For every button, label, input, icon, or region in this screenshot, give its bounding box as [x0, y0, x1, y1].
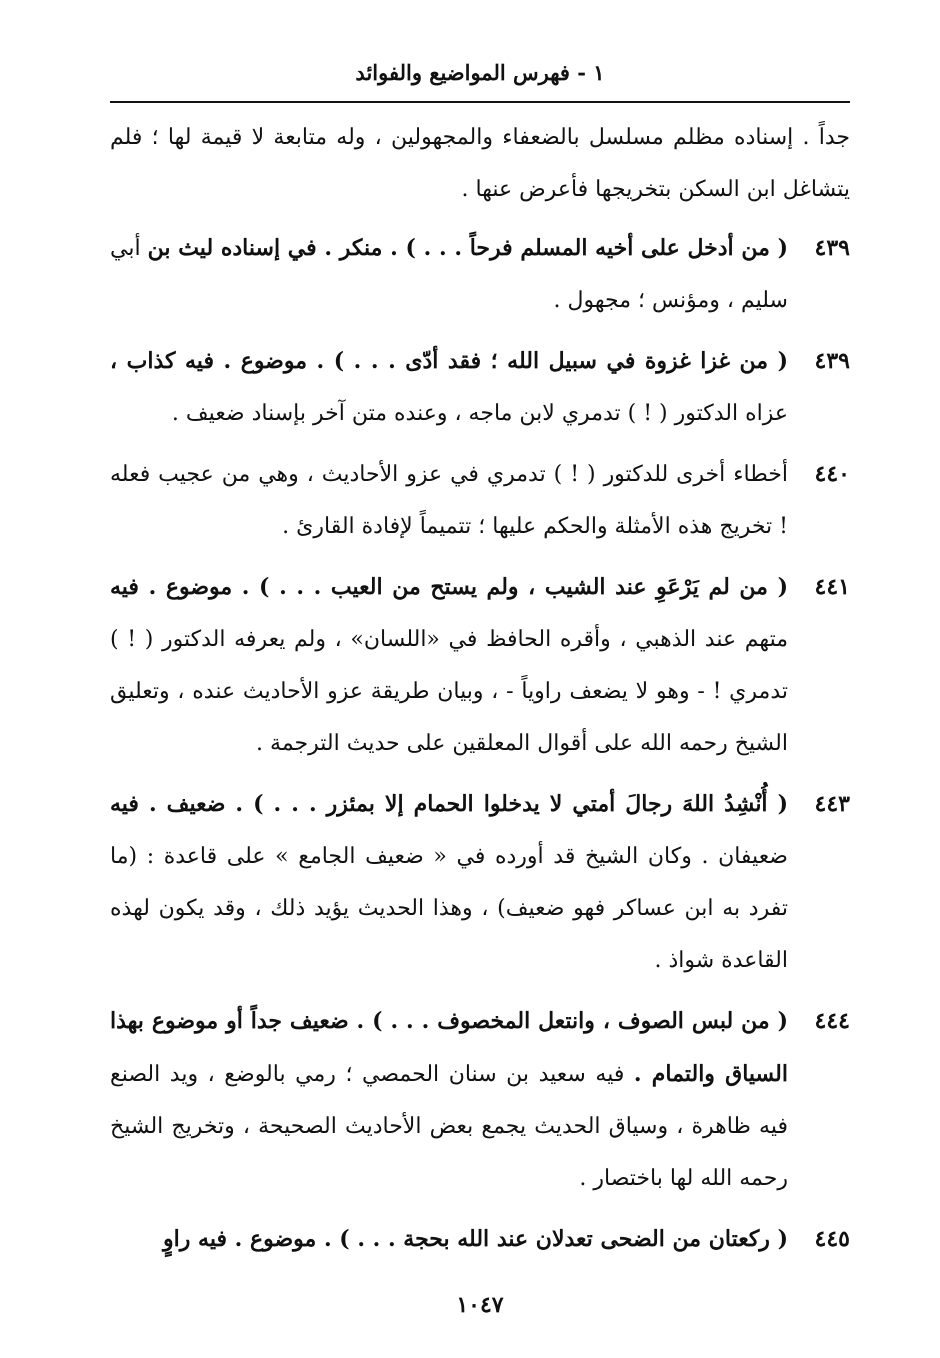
- running-head: ١ - فهرس المواضيع والفوائد: [355, 60, 605, 85]
- entry-commentary: ضعيفان . وكان الشيخ قد أورده في « ضعيف الجامع » على قاعدة : (ما تفرد به ابن عساكر فهو ضعيف) ، وهذا الحديث يؤيد ذلك ، وقد يكون لهذه القاعدة شواذ .: [110, 844, 788, 973]
- entry-443: [110, 778, 850, 987]
- entry-text: [110, 561, 788, 770]
- entry-number: ٤٤٥: [814, 1226, 850, 1252]
- entry-number: ٤٤٣: [814, 791, 850, 817]
- entry-commentary: أبي سليم ، ومؤنس ؛ مجهول .: [110, 236, 788, 313]
- entry-439-a: [110, 222, 850, 327]
- entry-text: [110, 995, 788, 1205]
- entry-text: [110, 448, 788, 553]
- entry-number: ٤٤٠: [814, 461, 850, 487]
- entry-hadith-title: ( أُنْشِدُ اللهَ رجالَ أمتي لا يدخلوا الحمام إلا بمئزر . . . ) . ضعيف . فيه: [110, 791, 788, 817]
- entry-commentary: أخطاء أخرى للدكتور ( ! ) تدمري في عزو الأحاديث ، وهي من عجيب فعله ! تخريج هذه الأمثلة والحكم عليها ؛ تتميماً لإفادة القارئ .: [110, 462, 788, 539]
- entry-445: [110, 1213, 850, 1266]
- entry-440: [110, 448, 850, 553]
- entry-number: ٤٣٩: [814, 235, 850, 261]
- entry-439-b: [110, 335, 850, 440]
- continuation-paragraph: جداً . إسناده مظلم مسلسل بالضعفاء والمجهولين ، وله متابعة لا قيمة لها ؛ فلم يتشاغل ابن السكن بتخريجها فأعرض عنها .: [110, 125, 850, 202]
- entry-text: [110, 1213, 788, 1266]
- entry-commentary: عزاه الدكتور ( ! ) تدمري لابن ماجه ، وعنده متن آخر بإسناد ضعيف .: [171, 401, 788, 426]
- header-rule: [110, 101, 850, 103]
- entry-hadith-title: ( ركعتان من الضحى تعدلان عند الله بحجة . . . ) . موضوع . فيه راوٍ: [163, 1226, 788, 1252]
- entry-commentary: متهم عند الذهبي ، وأقره الحافظ في «اللسان» ، ولم يعرفه الدكتور ( ! ) تدمري ! - وهو لا يضعف راوياً - ، وبيان طريقة عزو الأحاديث عنده ، وتعليق الشيخ رحمه الله على أقوال المعلقين على حديث الترجمة .: [110, 627, 788, 756]
- entry-hadith-title: ( من غزا غزوة في سبيل الله ؛ فقد أدّى . . . ) . موضوع . فيه كذاب ،: [110, 348, 788, 374]
- entry-number: ٤٣٩: [814, 348, 850, 374]
- entry-text: [110, 222, 788, 327]
- entry-hadith-title: ( من لم يَرْعَوِ عند الشيب ، ولم يستح من العيب . . . ) . موضوع . فيه: [110, 574, 788, 600]
- page-body: [110, 112, 850, 1274]
- entry-444: [110, 995, 850, 1205]
- entry-number: ٤٤٤: [814, 1008, 850, 1034]
- entry-hadith-title: ( من لبس الصوف ، وانتعل المخصوف . . . ) . ضعيف جداً أو موضوع بهذا السياق والتمام .: [110, 1008, 788, 1087]
- entry-441: [110, 561, 850, 770]
- entry-text: [110, 335, 788, 440]
- entry-commentary: فيه سعيد بن سنان الحمصي ؛ رمي بالوضع ، ويد الصنع فيه ظاهرة ، وسياق الحديث يجمع بعض الأحاديث الصحيحة ، وتخريج الشيخ رحمه الله لها باختصار .: [110, 1062, 788, 1191]
- entry-hadith-title: ( من أدخل على أخيه المسلم فرحاً . . . ) . منكر . في إسناده ليث بن: [147, 235, 788, 261]
- entry-number: ٤٤١: [814, 574, 850, 600]
- entry-text: [110, 778, 788, 987]
- page-number: ١٠٤٧: [456, 1292, 504, 1318]
